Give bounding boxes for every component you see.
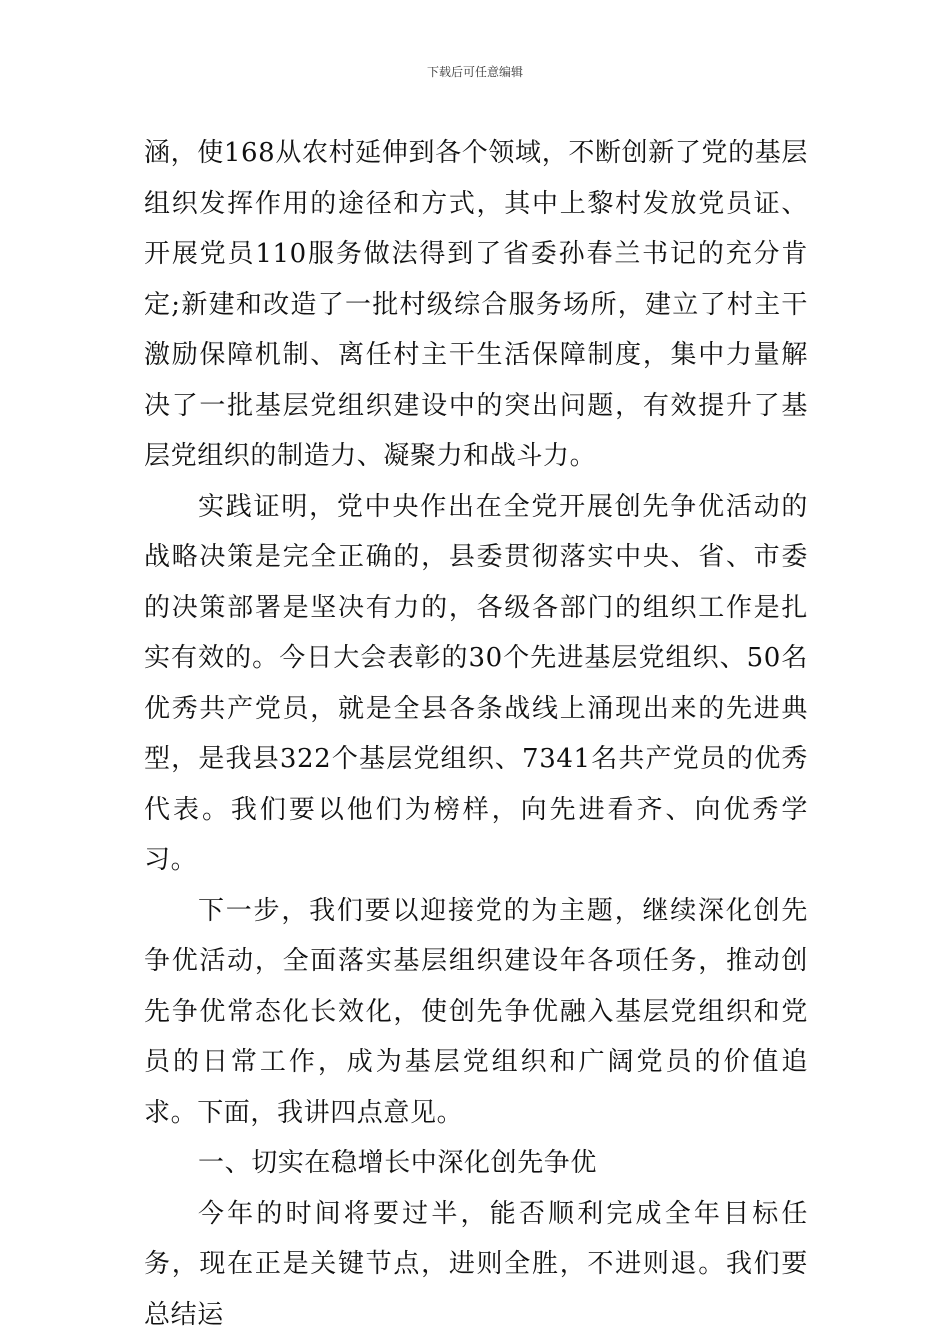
- paragraph-3: 下一步，我们要以迎接党的为主题，继续深化创先争优活动，全面落实基层组织建设年各项任务，推动创先争优常态化长效化，使创先争优融入基层党组织和党员的日常工作，成为基层党组织和广阔党员的价值追求。下面，我讲四点意见。: [144, 895, 808, 1128]
- page-header-note: 下载后可任意编辑: [426, 65, 523, 79]
- section-heading-1: 一、切实在稳增长中深化创先争优: [198, 1148, 598, 1178]
- paragraph-4: 今年的时间将要过半，能否顺利完成全年目标任务，现在正是关键节点，进则全胜，不进则退。我们要总结运: [144, 1198, 808, 1330]
- paragraph-2: 实践证明，党中央作出在全党开展创先争优活动的战略决策是完全正确的，县委贯彻落实中央、省、市委的决策部署是坚决有力的，各级各部门的组织工作是扎实有效的。今日大会表彰的30个先进基层党组织、50名优秀共产党员，就是全县各条战线上涌现出来的先进典型，是我县322个基层党组织、7341名共产党员的优秀代表。我们要以他们为榜样，向先进看齐、向优秀学习。: [144, 491, 808, 875]
- document-body: [144, 128, 808, 1340]
- paragraph-1: 涵，使168从农村延伸到各个领域，不断创新了党的基层组织发挥作用的途径和方式，其中上黎村发放党员证、开展党员110服务做法得到了省委孙春兰书记的充分肯定;新建和改造了一批村级综合服务场所，建立了村主干激励保障机制、离任村主干生活保障制度，集中力量解决了一批基层党组织建设中的突出问题，有效提升了基层党组织的制造力、凝聚力和战斗力。: [144, 138, 808, 471]
